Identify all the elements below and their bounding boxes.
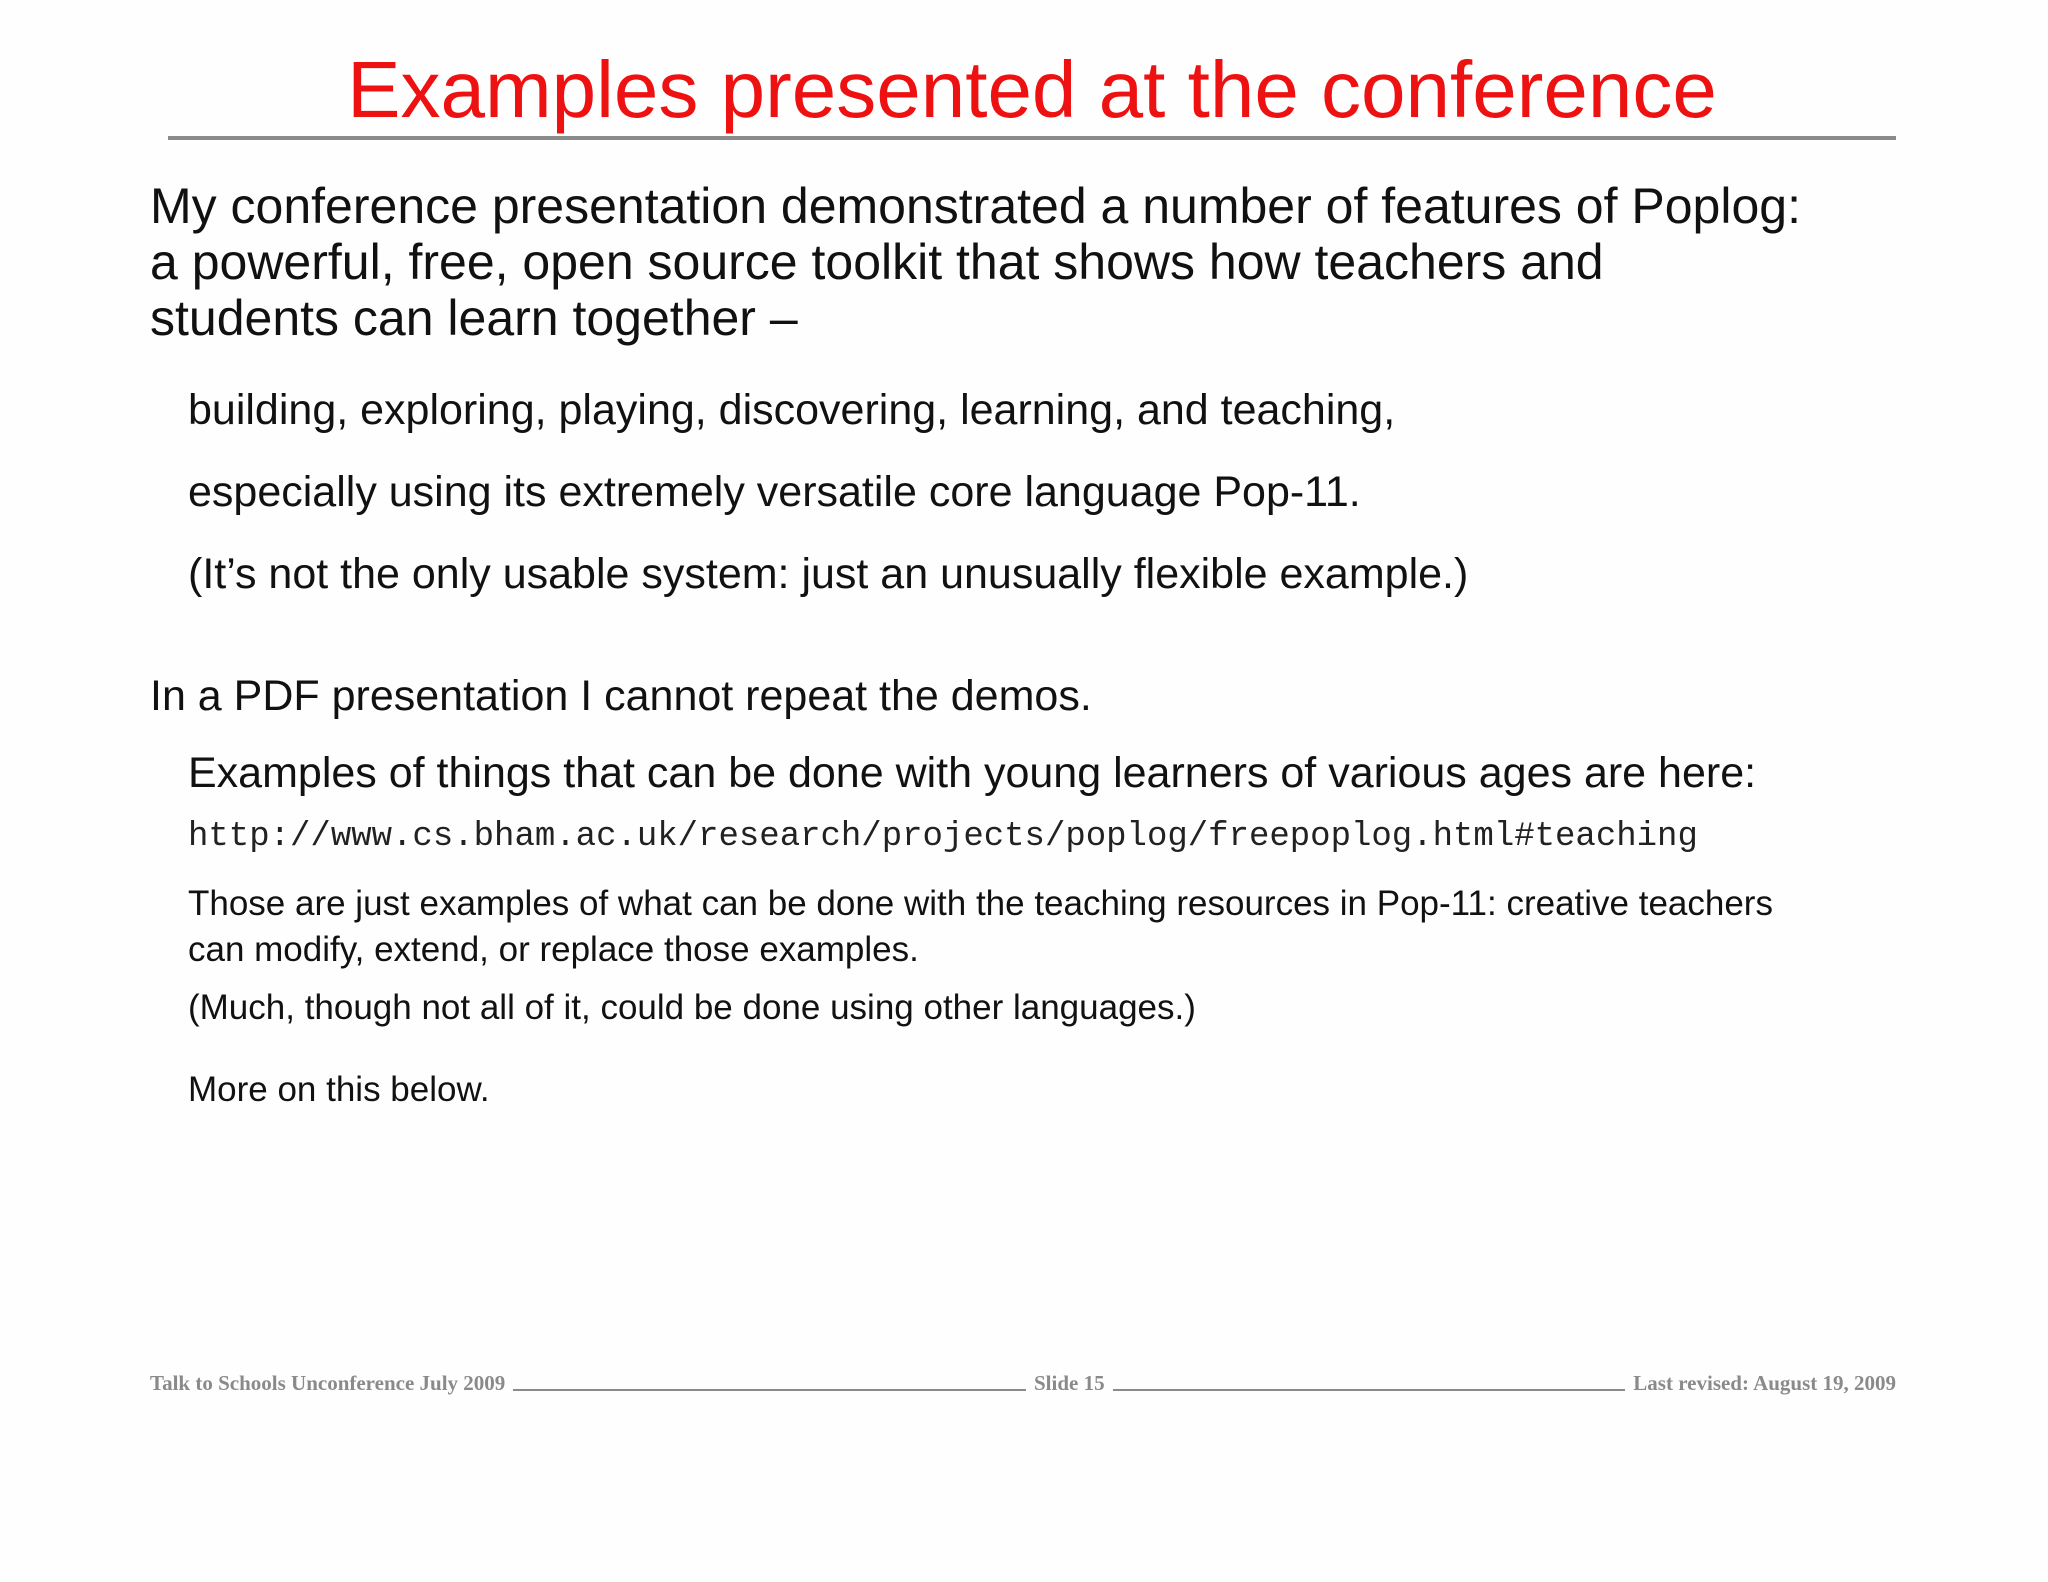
- pop11-line: especially using its extremely versatile core language Pop-11.: [188, 468, 1361, 516]
- intro-line: a powerful, free, open source toolkit that shows how teachers and: [150, 234, 1604, 290]
- resources-line: Those are just examples of what can be done with the teaching resources in Pop-11: creative teachers: [188, 884, 1773, 923]
- resources-line: can modify, extend, or replace those examples.: [188, 930, 919, 969]
- pdf-note: In a PDF presentation I cannot repeat the demos.: [150, 672, 1092, 720]
- languages-note: (Much, though not all of it, could be done using other languages.): [188, 988, 1196, 1027]
- footer-event: Talk to Schools Unconference July 2009: [150, 1371, 506, 1395]
- examples-intro: Examples of things that can be done with young learners of various ages are here:: [188, 749, 1757, 797]
- title-bar: [168, 45, 1896, 140]
- more-note: More on this below.: [188, 1070, 490, 1109]
- footer-slide-number: Slide 15: [1033, 1371, 1105, 1395]
- flexible-example-line: (It’s not the only usable system: just an unusually flexible example.): [188, 550, 1469, 598]
- intro-line: students can learn together –: [150, 290, 798, 346]
- resources-paragraph: [188, 881, 1773, 973]
- footer-rule-left: [513, 1389, 1026, 1391]
- activities-line: building, exploring, playing, discovering, learning, and teaching,: [188, 386, 1396, 434]
- footer-revision-date: Last revised: August 19, 2009: [1633, 1371, 1897, 1395]
- slide-title: Examples presented at the conference: [347, 45, 1717, 134]
- examples-url-link[interactable]: http://www.cs.bham.ac.uk/research/projects/poplog/freepoplog.html#teaching: [188, 818, 1698, 856]
- footer: [150, 1366, 1896, 1396]
- intro-paragraph: [150, 178, 1801, 346]
- footer-rule-right: [1113, 1389, 1626, 1391]
- intro-line: My conference presentation demonstrated a number of features of Poplog:: [150, 178, 1801, 234]
